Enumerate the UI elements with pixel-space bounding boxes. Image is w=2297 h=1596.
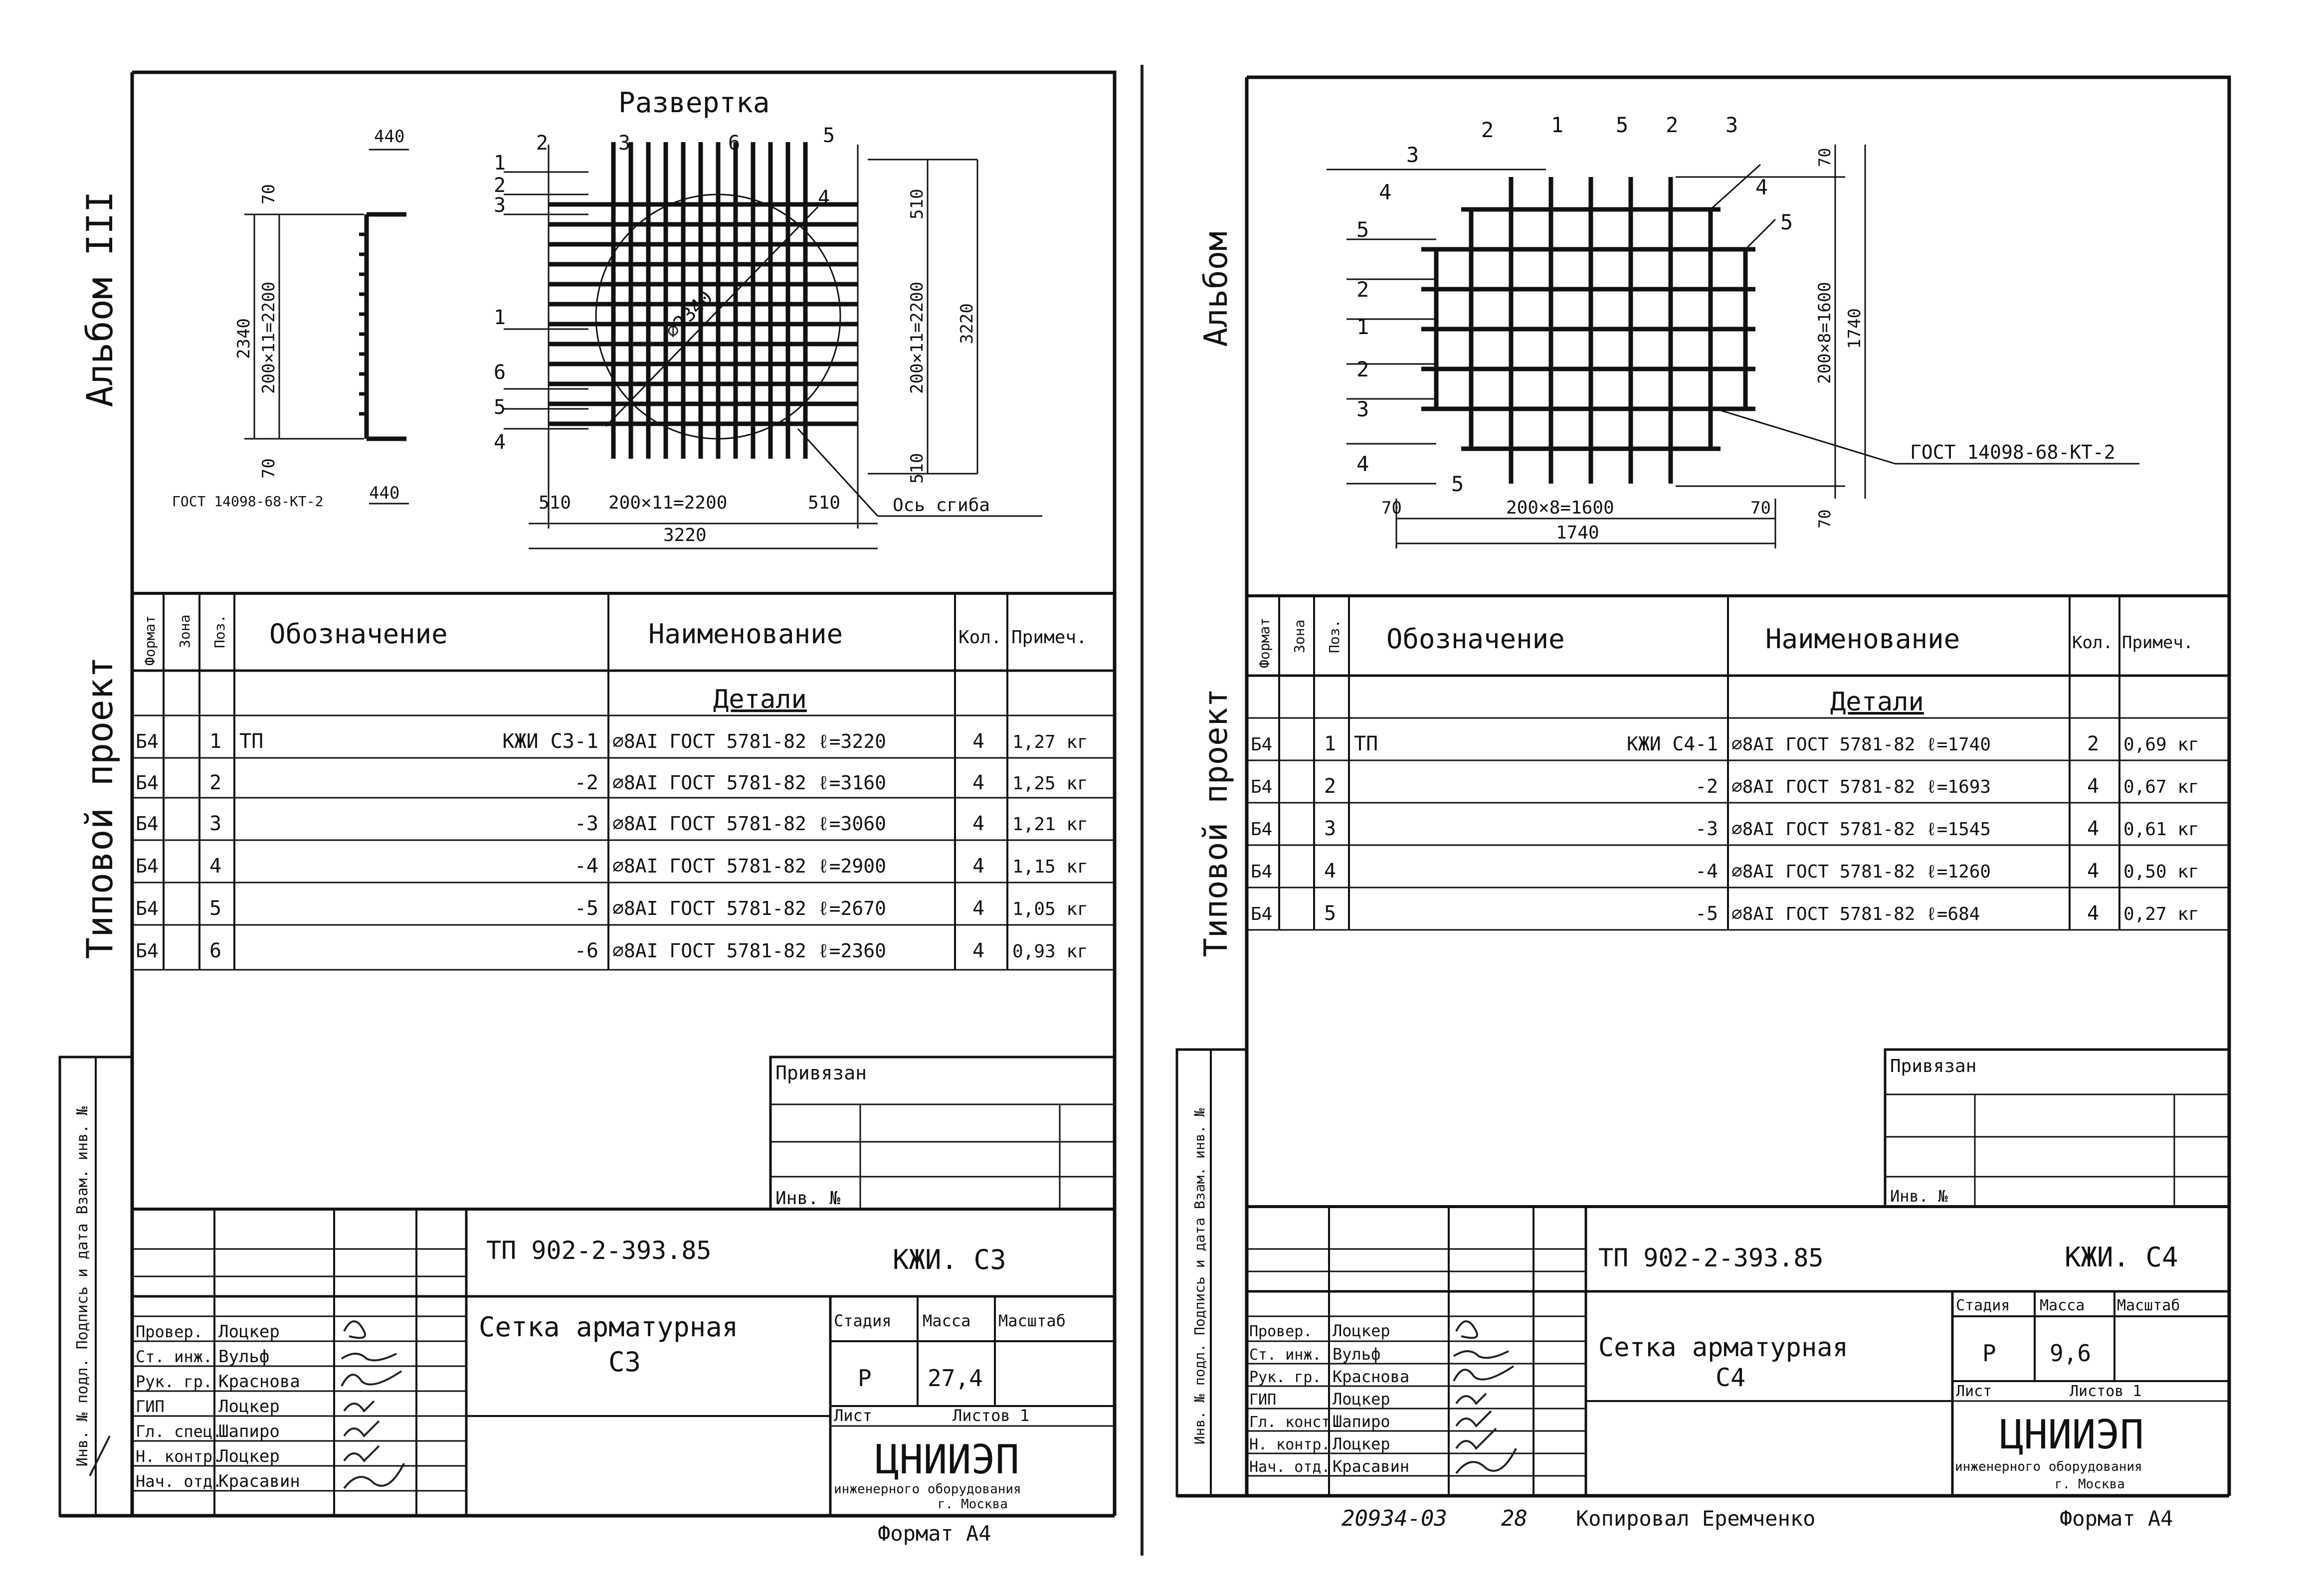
name-group-head: Краснова: [218, 1372, 300, 1392]
row2-pos: 2: [209, 771, 222, 794]
row5-pos: 5: [209, 897, 222, 920]
col-header-note: Примеч.: [1011, 627, 1087, 648]
c4-right-dim-total: 1740: [1845, 308, 1865, 349]
pos-mark-6b: 6: [728, 132, 741, 155]
bottom-dim-left: 510: [539, 493, 572, 513]
c4-row3-note: 0,61 кг: [2123, 819, 2199, 840]
c4-table-section-details: Детали: [1830, 687, 1924, 717]
row5-name: ⌀8АI ГОСТ 5781-82 ℓ=2670: [612, 897, 886, 919]
drawing-mark: КЖИ. С3: [893, 1244, 1006, 1275]
c4-org-name: ЦНИИЭП: [2000, 1412, 2144, 1458]
c4-col-header-designation: Обозначение: [1386, 623, 1565, 655]
c4-sheets-count-label: Листов 1: [2070, 1383, 2142, 1400]
footer-copied-by: Копировал Еремченко: [1576, 1506, 1816, 1531]
pos-mark-1b: 1: [494, 306, 506, 329]
c4-role-norm-control: Н. контр.: [1249, 1436, 1331, 1453]
bottom-dim-total: 3220: [663, 525, 707, 545]
row2-format: Б4: [136, 772, 159, 794]
c4-name-group-head: Краснова: [1333, 1367, 1410, 1386]
role-norm-control: Н. контр.: [136, 1447, 222, 1466]
c4-top-mark-5: 3: [1725, 113, 1738, 137]
c4-row5-pos: 5: [1324, 902, 1337, 925]
c4-row4-des2: -4: [1695, 860, 1718, 882]
c4-top-mark-1: 2: [1481, 118, 1494, 142]
c4-name-checked: Лоцкер: [1333, 1321, 1390, 1340]
bottom-dim-right: 510: [808, 493, 841, 513]
row4-des2: -4: [574, 855, 598, 878]
side-dim-70-top: 70: [259, 184, 279, 204]
album-label-right: Альбом: [1198, 231, 1235, 347]
c4-left-mark-8: 4: [1356, 452, 1369, 476]
c4-row1-pos: 1: [1324, 732, 1337, 755]
c4-right-dim-bottom: 70: [1815, 509, 1834, 529]
approval-stamp-text: Инв. № подл. Подпись и дата Взам. инв. №: [74, 1106, 91, 1467]
development-title: Развертка: [618, 87, 770, 119]
signatures-c4: [1454, 1321, 1516, 1473]
row3-des2: -3: [574, 812, 598, 835]
stage-label: Стадия: [834, 1311, 892, 1330]
org-line1: инженерного оборудования: [834, 1482, 1021, 1497]
c4-name-gip: Лоцкер: [1333, 1390, 1390, 1409]
row3-format: Б4: [136, 813, 159, 835]
c4-row3-qty: 4: [2087, 817, 2100, 840]
rebar-mesh-drawing-c4: [1327, 145, 2139, 548]
right-sheet: [1177, 77, 2229, 1531]
row4-format: Б4: [136, 855, 159, 877]
c4-col-header-name: Наименование: [1765, 623, 1960, 655]
row6-format: Б4: [136, 940, 159, 962]
row1-des2: КЖИ С3-1: [502, 730, 598, 753]
c4-gost-label: ГОСТ 14098-68-КТ-2: [1910, 441, 2115, 463]
circle-diameter-label: ⌀2340: [661, 286, 717, 343]
stage-value: Р: [858, 1365, 872, 1392]
c4-left-mark-3: 5: [1356, 217, 1369, 242]
row1-format: Б4: [136, 730, 159, 752]
right-dim-top: 510: [907, 188, 927, 219]
right-dim-bottom: 510: [907, 453, 927, 484]
role-chief-spec: Гл. спец.: [136, 1422, 222, 1441]
drawing-name-line1: Сетка арматурная: [479, 1311, 739, 1343]
pos-mark-6a: 6: [494, 361, 506, 384]
sheet-label: Лист: [834, 1406, 873, 1425]
drawing-code: ТП 902-2-393.85: [486, 1236, 712, 1265]
c4-drawing-name-line1: Сетка арматурная: [1598, 1333, 1848, 1363]
c4-row1-format: Б4: [1251, 734, 1273, 755]
c4-left-mark-7: 3: [1356, 397, 1369, 421]
name-norm-control: Лоцкер: [218, 1446, 280, 1466]
side-dim-bottom: 440: [369, 483, 400, 503]
role-group-head: Рук. гр.: [136, 1372, 213, 1391]
c4-row3-des2: -3: [1695, 818, 1718, 840]
row2-note: 1,25 кг: [1012, 773, 1088, 794]
row6-qty: 4: [972, 939, 985, 962]
c4-col-header-pos: Поз.: [1326, 619, 1342, 653]
c4-left-mark-9: 5: [1451, 472, 1464, 496]
c4-row5-des2: -5: [1695, 902, 1718, 924]
bend-axis-label: Ось сгиба: [893, 495, 990, 516]
pos-mark-5b: 5: [823, 124, 835, 147]
c4-mass-value: 9,6: [2050, 1340, 2092, 1367]
c4-left-mark-1: 3: [1406, 143, 1419, 167]
row3-pos: 3: [209, 812, 222, 835]
c4-col-header-format: Формат: [1256, 617, 1273, 668]
c4-name-norm-control: Лоцкер: [1333, 1434, 1390, 1453]
pos-mark-3a: 3: [494, 194, 506, 217]
c4-row2-format: Б4: [1251, 777, 1273, 797]
row6-name: ⌀8АI ГОСТ 5781-82 ℓ=2360: [612, 940, 886, 962]
col-header-designation: Обозначение: [269, 618, 448, 650]
row3-qty: 4: [972, 812, 985, 835]
mass-label: Масса: [923, 1311, 971, 1330]
c4-row3-name: ⌀8АI ГОСТ 5781-82 ℓ=1545: [1731, 819, 1991, 840]
role-senior-eng: Ст. инж.: [136, 1347, 213, 1366]
c4-inv-no-label: Инв. №: [1890, 1187, 1948, 1206]
side-dim-top: 440: [374, 127, 405, 147]
c4-row1-des2: КЖИ С4-1: [1626, 733, 1718, 755]
side-gost-label: ГОСТ 14098-68-КТ-2: [172, 493, 324, 510]
c4-bottom-dim-right: 70: [1750, 498, 1771, 518]
c4-row4-qty: 4: [2087, 860, 2100, 883]
row4-qty: 4: [972, 855, 985, 878]
row1-name: ⌀8АI ГОСТ 5781-82 ℓ=3220: [612, 730, 886, 752]
c4-left-mark-6: 2: [1356, 357, 1369, 381]
c4-role-gip: ГИП: [1249, 1391, 1277, 1409]
c4-role-group-head: Рук. гр.: [1249, 1369, 1322, 1386]
c4-row4-note: 0,50 кг: [2123, 862, 2199, 882]
c4-row1-des1: ТП: [1354, 732, 1378, 755]
row1-qty: 4: [972, 730, 985, 753]
org-line2: г. Москва: [938, 1497, 1008, 1512]
row5-format: Б4: [136, 897, 159, 919]
right-dim-spacing: 200×11=2200: [907, 281, 927, 394]
c4-row5-format: Б4: [1251, 904, 1273, 924]
c4-right-mark-2: 5: [1780, 210, 1793, 234]
c4-binding-label: Привязан: [1890, 1056, 1977, 1076]
c4-row2-qty: 4: [2087, 775, 2100, 798]
c4-col-header-qty: Кол.: [2072, 633, 2113, 653]
row5-note: 1,05 кг: [1012, 899, 1088, 919]
c4-top-mark-3: 5: [1616, 113, 1629, 137]
c4-row4-name: ⌀8АI ГОСТ 5781-82 ℓ=1260: [1731, 862, 1991, 882]
col-header-name: Наименование: [648, 618, 843, 650]
c4-stage-label: Стадия: [1956, 1297, 2010, 1314]
org-name: ЦНИИЭП: [875, 1436, 1019, 1483]
row5-qty: 4: [972, 897, 985, 920]
c4-top-mark-4: 2: [1666, 113, 1679, 137]
c4-bottom-dim-left: 70: [1381, 498, 1402, 518]
table-section-details: Детали: [713, 685, 807, 714]
row2-des2: -2: [574, 771, 598, 794]
c4-col-header-zone: Зона: [1291, 619, 1308, 653]
row6-pos: 6: [209, 939, 222, 962]
c4-row2-name: ⌀8АI ГОСТ 5781-82 ℓ=1693: [1731, 777, 1991, 797]
c4-top-mark-2: 1: [1551, 113, 1564, 137]
side-dim-spacing: 200×11=2200: [259, 281, 279, 394]
drawing-name-line2: С3: [608, 1346, 641, 1378]
approval-stamp-text-right: Инв. № подл. Подпись и дата Взам. инв. №: [1191, 1108, 1208, 1445]
pos-mark-3b: 3: [618, 132, 631, 155]
format-label: Формат А4: [878, 1521, 991, 1546]
pos-mark-2a: 2: [494, 174, 506, 197]
c4-row2-pos: 2: [1324, 775, 1337, 798]
row2-name: ⌀8АI ГОСТ 5781-82 ℓ=3160: [612, 772, 886, 794]
c4-right-mark-1: 4: [1755, 175, 1768, 199]
c4-row5-qty: 4: [2087, 902, 2100, 925]
c4-sheet-label: Лист: [1956, 1383, 1992, 1400]
col-header-format: Формат: [142, 615, 158, 666]
row4-pos: 4: [209, 855, 222, 878]
row1-note: 1,27 кг: [1012, 732, 1088, 752]
bottom-dim-spacing: 200×11=2200: [608, 493, 728, 513]
c4-row1-name: ⌀8АI ГОСТ 5781-82 ℓ=1740: [1731, 734, 1991, 755]
col-header-qty: Кол.: [958, 627, 1002, 648]
footer-doc-number: 20934-03: [1341, 1506, 1447, 1531]
c4-row5-name: ⌀8АI ГОСТ 5781-82 ℓ=684: [1731, 904, 1980, 924]
c4-row1-note: 0,69 кг: [2123, 734, 2199, 755]
c4-row3-pos: 3: [1324, 817, 1337, 840]
mass-value: 27,4: [928, 1365, 983, 1392]
left-sheet: [60, 72, 1115, 1546]
c4-right-dim-spacing: 200×8=1600: [1815, 282, 1835, 384]
row6-note: 0,93 кг: [1012, 941, 1088, 962]
role-dept-head: Нач. отд.: [136, 1472, 222, 1491]
c4-row3-format: Б4: [1251, 819, 1273, 840]
c4-org-line1: инженерного оборудования: [1955, 1459, 2142, 1474]
c4-bottom-dim-total: 1740: [1556, 523, 1599, 543]
side-dim-total: 2340: [234, 318, 254, 359]
c4-role-chief-designer: Гл. конст.: [1249, 1414, 1340, 1431]
inv-no-label: Инв. №: [775, 1188, 841, 1209]
c4-stage-value: Р: [1982, 1340, 1996, 1367]
col-header-pos: Поз.: [211, 614, 228, 648]
name-chief-spec: Шапиро: [218, 1421, 280, 1441]
c4-row4-pos: 4: [1324, 860, 1337, 883]
pos-mark-2b: 2: [536, 132, 549, 155]
scale-label: Масштаб: [998, 1311, 1066, 1330]
signatures-c3: [342, 1321, 404, 1488]
c4-scale-label: Масштаб: [2117, 1297, 2180, 1314]
c4-row1-qty: 2: [2087, 732, 2100, 755]
c4-row2-des2: -2: [1695, 775, 1718, 797]
c4-row5-note: 0,27 кг: [2123, 904, 2199, 924]
binding-label: Привязан: [775, 1062, 867, 1084]
row1-des1: ТП: [239, 730, 264, 753]
album-label: Альбом III: [79, 191, 121, 407]
c4-drawing-name-line2: С4: [1716, 1363, 1746, 1392]
c4-role-checked: Провер.: [1249, 1323, 1313, 1340]
pos-mark-1a: 1: [494, 152, 506, 175]
role-checked: Провер.: [136, 1322, 203, 1341]
c4-name-chief-designer: Шапиро: [1333, 1412, 1390, 1431]
name-senior-eng: Вульф: [218, 1347, 270, 1367]
name-gip: Лоцкер: [218, 1397, 280, 1417]
row3-note: 1,21 кг: [1012, 814, 1088, 835]
name-checked: Лоцкер: [218, 1322, 280, 1342]
project-label: Типовой проект: [79, 656, 121, 959]
c4-role-dept-head: Нач. отд.: [1249, 1458, 1331, 1476]
c4-col-header-note: Примеч.: [2122, 633, 2194, 653]
c4-row2-note: 0,67 кг: [2123, 777, 2199, 797]
c4-drawing-code: ТП 902-2-393.85: [1598, 1243, 1824, 1272]
c4-drawing-mark: КЖИ. С4: [2065, 1241, 2178, 1273]
row4-name: ⌀8АI ГОСТ 5781-82 ℓ=2900: [612, 855, 886, 877]
row1-pos: 1: [209, 730, 222, 753]
c4-name-senior-eng: Вульф: [1333, 1345, 1381, 1364]
row2-qty: 4: [972, 771, 985, 794]
c4-left-mark-2: 4: [1379, 180, 1392, 204]
pos-mark-4a: 4: [494, 431, 506, 454]
c4-right-dim-top: 70: [1815, 148, 1834, 167]
row5-des2: -5: [574, 897, 598, 920]
c4-org-line2: г. Москва: [2055, 1477, 2125, 1492]
c4-mass-label: Масса: [2040, 1297, 2085, 1314]
row4-note: 1,15 кг: [1012, 857, 1088, 877]
right-dim-total: 3220: [957, 303, 977, 344]
side-dim-70-bottom: 70: [259, 458, 279, 479]
pos-mark-4b: 4: [818, 186, 830, 209]
footer-page-number: 28: [1501, 1506, 1528, 1531]
row6-des2: -6: [574, 939, 598, 962]
c4-row4-format: Б4: [1251, 862, 1273, 882]
c4-bottom-dim-spacing: 200×8=1600: [1506, 498, 1614, 518]
c4-left-mark-4: 2: [1356, 277, 1369, 302]
c4-format-label: Формат А4: [2060, 1506, 2173, 1531]
pos-mark-5a: 5: [494, 396, 506, 419]
sheets-count-label: Листов 1: [953, 1406, 1030, 1425]
col-header-zone: Зона: [177, 614, 193, 648]
c4-name-dept-head: Красавин: [1333, 1457, 1410, 1476]
project-label-right: Типовой проект: [1198, 688, 1235, 957]
row3-name: ⌀8АI ГОСТ 5781-82 ℓ=3060: [612, 813, 886, 835]
c4-left-mark-5: 1: [1356, 315, 1369, 339]
name-dept-head: Красавин: [218, 1471, 300, 1491]
c4-role-senior-eng: Ст. инж.: [1249, 1346, 1322, 1364]
role-gip: ГИП: [136, 1397, 165, 1416]
